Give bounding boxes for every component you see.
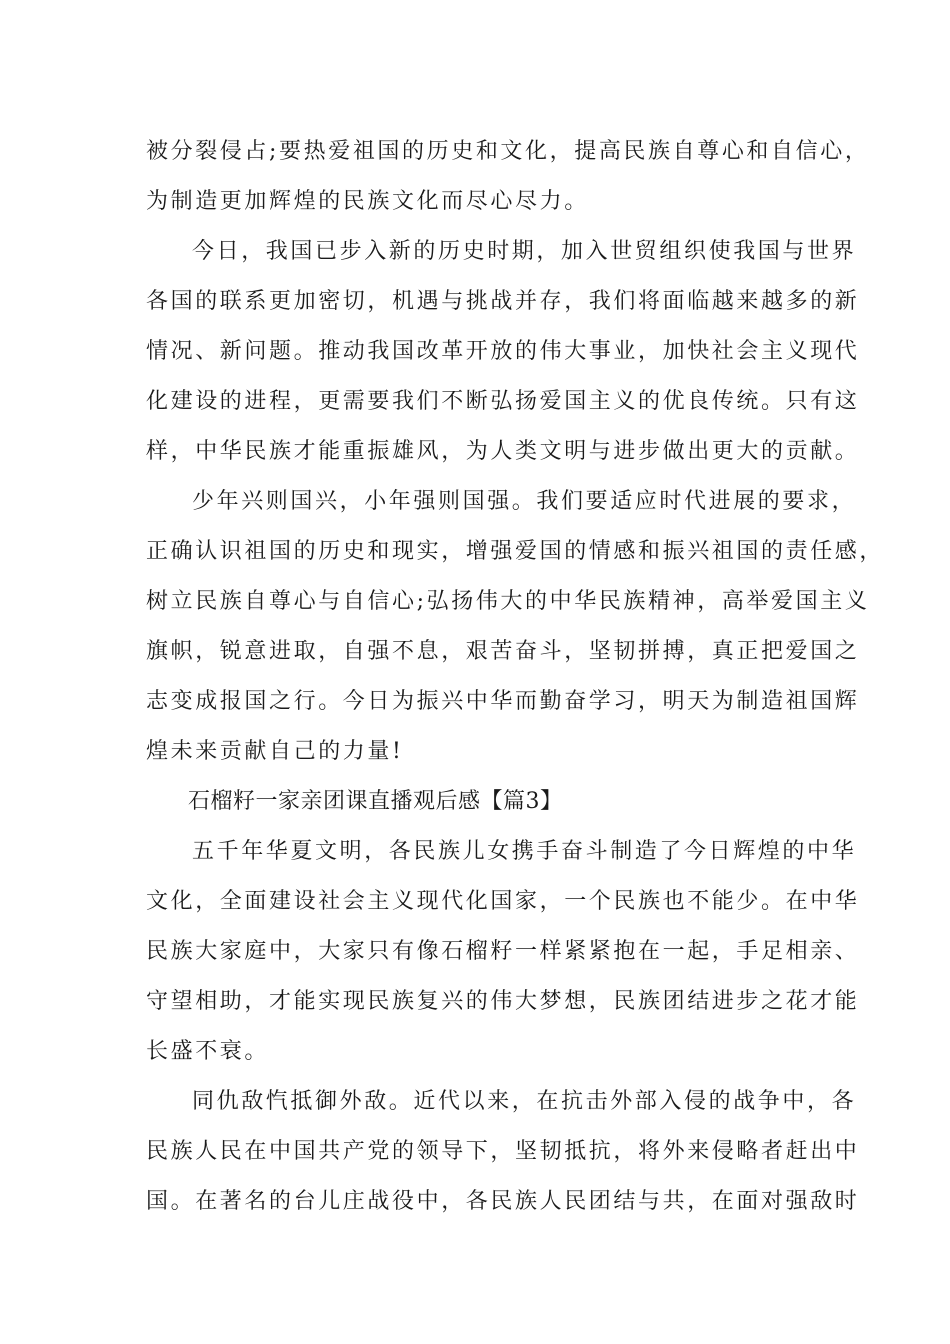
text-line: 样，中华民族才能重振雄风，为人类文明与进步做出更大的贡献。 [146,439,860,464]
text-line: 情况、新问题。推动我国改革开放的伟大事业，加快社会主义现代 [146,339,860,364]
text-line: 民族大家庭中，大家只有像石榴籽一样紧紧抱在一起，手足相亲、 [146,939,860,964]
text-line: 各国的联系更加密切，机遇与挑战并存，我们将面临越来越多的新 [146,289,860,314]
text-line: 为制造更加辉煌的民族文化而尽心尽力。 [146,189,589,214]
text-line: 正确认识祖国的历史和现实，增强爱国的情感和振兴祖国的责任感， [146,539,885,564]
text-line: 志变成报国之行。今日为振兴中华而勤奋学习，明天为制造祖国辉 [146,689,860,714]
text-line: 守望相助，才能实现民族复兴的伟大梦想，民族团结进步之花才能 [146,989,860,1014]
section-heading: 石榴籽一家亲团课直播观后感【篇3】 [188,789,563,814]
text-line: 旗帜，锐意进取，自强不息，艰苦奋斗，坚韧拼搏，真正把爱国之 [146,639,860,664]
text-line: 树立民族自尊心与自信心;弘扬伟大的中华民族精神，高举爱国主义 [146,589,870,614]
text-line: 被分裂侵占;要热爱祖国的历史和文化，提高民族自尊心和自信心， [146,139,870,164]
paragraph-start-line: 少年兴则国兴，小年强则国强。我们要适应时代进展的要求， [192,489,857,514]
paragraph-start-line: 同仇敌忾抵御外敌。近代以来，在抗击外部入侵的战争中，各 [192,1089,857,1114]
paragraph-start-line: 今日，我国已步入新的历史时期，加入世贸组织使我国与世界 [192,239,857,264]
text-line: 文化，全面建设社会主义现代化国家，一个民族也不能少。在中华 [146,889,860,914]
document-body [146,127,885,1227]
text-line: 国。在著名的台儿庄战役中，各民族人民团结与共，在面对强敌时 [146,1189,860,1214]
text-line: 民族人民在中国共产党的领导下，坚韧抵抗，将外来侵略者赶出中 [146,1139,860,1164]
text-line: 煌未来贡献自己的力量! [146,739,404,764]
text-line: 长盛不衰。 [146,1039,270,1064]
paragraph-start-line: 五千年华夏文明，各民族儿女携手奋斗制造了今日辉煌的中华 [192,839,857,864]
text-line: 化建设的进程，更需要我们不断弘扬爱国主义的优良传统。只有这 [146,389,860,414]
